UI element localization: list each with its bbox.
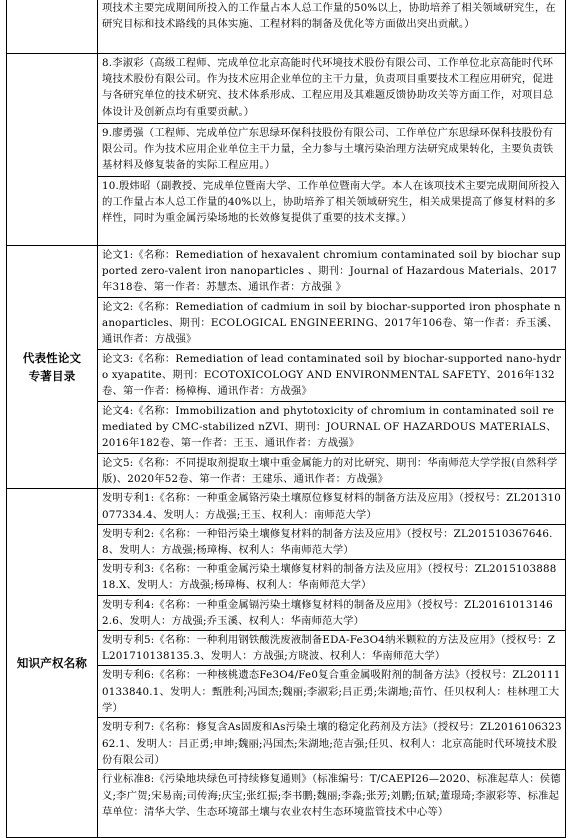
paper-entry: 论文5:《名称：不同提取剂提取土壤中重金属能力的对比研究、期刊：华南师范大学学报(自然科学版)、2020年52卷、第一作者：王建乐、通讯作者：方战强》 — [98, 454, 566, 489]
contributor-entry: 项技术主要完成期间所投入的工作量占本人总工作量的50%以上，协助培养了相关领域研究生，在研究目标和技术路线的具体实施、工程材料的制备及优化等方面做出突出贡献。） — [98, 0, 566, 54]
contributor-entry: 9.廖勇强（工程师、完成单位广东思绿环保科技股份有限公司、工作单位广东思绿环保科技股份有限公司。作为技术应用企业单位主干力量，全力参与土壤污染治理方法研究成果转化，主要负责铁基材料及修复装备的实际工程应用。） — [98, 124, 566, 177]
papers-label-line: 专著目录 — [28, 369, 76, 384]
paper-entry: 论文4:《名称：Immobilization and phytotoxicity of chromium in contaminated soil remediated by CMC-stabilized nZVI、期刊：JOURNAL OF HAZARDOUS MATERIALS、2016年182卷、第一作者：王玉、通讯作者：方战强》 — [98, 402, 566, 454]
patent-entry: 发明专利1:《名称：一种重金属铬污染土壤原位修复材料的制备方法及应用》（授权号：ZL201310077334.4、发明人：方战强;王玉、权利人：南师范大学） — [98, 489, 566, 524]
paper-entry: 论文1:《名称：Remediation of hexavalent chromium contaminated soil by biochar supported zero-valent iron nanoparticles 、期刊：Journal of Hazardous Materials、2017年318卷、第一作者：苏慧杰、通讯作者：方战强 》 — [98, 246, 566, 298]
contributor-row — [7, 54, 566, 124]
contributors-label-cell — [7, 0, 98, 54]
paper-entry: 论文3:《名称：Remediation of lead contaminated soil by biochar-supported nano-hydro xyapatite、期刊：ECOTOXICOLOGY AND ENVIRONMENTAL SAFETY、2016年132卷、第一作者：杨樟梅、通讯作者：方战强》 — [98, 350, 566, 402]
patent-entry: 发明专利3:《名称：一种重金属污染土壤修复材料的制备方法及应用》（授权号：ZL201510388818.X、发明人：方战强;杨璋梅、权利人：华南师范大学） — [98, 560, 566, 595]
achievement-table — [6, 0, 566, 838]
papers-label-line: 代表性论文 — [22, 351, 82, 366]
patent-row — [7, 489, 566, 524]
papers-section-label — [7, 246, 98, 489]
patent-entry: 发明专利4:《名称：一种重金属镉污染土壤修复材料的制备及应用》（授权号：ZL201610131462.6、发明人：方战强;乔玉溪、权利人：华南师范大学） — [98, 595, 566, 630]
contributor-row — [7, 124, 566, 177]
ip-section-label — [7, 489, 98, 838]
patent-entry: 发明专利6:《名称：一种核桃遗态Fe3O4/Fe0复合重金属吸附剂的制备方法》（授权号：ZL201110133840.1、发明人：甄胜利;冯国杰;魏丽;李淑彩;吕正勇;朱湖地;苗竹、任贝权利人：桂林理工大学） — [98, 666, 566, 718]
patent-entry: 发明专利2:《名称：一种铅污染土壤修复材料的制备方法及应用》（授权号：ZL201510367646.8、发明人：方战强;杨璋梅、权利人：华南师范大学） — [98, 524, 566, 559]
contributor-row — [7, 177, 566, 246]
ip-label-line: 知识产权名称 — [16, 656, 88, 671]
patent-entry: 行业标准8:《污染地块绿色可持续修复通则》（标准编号：T/CAEPI26—2020、标准起草人：侯德义;李广贺;宋易南;司传海;庆宝;张红振;李书鹏;魏丽;李淼;张芳;刘鹏;伍斌;董璟琦;李淑彩等、标准起草单位：清华大学、生态环境部土壤与农业农村生态环境监管技术中心等） — [98, 770, 566, 838]
contributor-row — [7, 0, 566, 54]
paper-row — [7, 246, 566, 298]
patent-entry: 发明专利7:《名称：修复含As固废和As污染土壤的稳定化药剂及方法》（授权号：ZL201610632362.1、发明人：吕正勇;申坤;魏丽;冯国杰;朱湖地;范吉强;任贝、权利人：北京高能时代环境技术股份有限公司） — [98, 718, 566, 770]
patent-entry: 发明专利5:《名称：一种利用钢铁酸洗废液制备EDA-Fe3O4纳米颗粒的方法及应用》（授权号：ZL201710138135.3、发明人：方战强;方晓波、权利人：华南师范大学） — [98, 631, 566, 666]
paper-entry: 论文2:《名称：Remediation of cadmium in soil by biochar-supported iron phosphate nanoparticles、期刊：ECOLOGICAL ENGINEERING、2017年106卷、第一作者：乔玉溪、通讯作者：方战强》 — [98, 298, 566, 350]
contributor-entry: 8.李淑彩（高级工程师、完成单位北京高能时代环境技术股份有限公司、工作单位北京高能时代环境技术股份有限公司。作为技术应用企业单位的主干力量，负责项目重要技术工程应用研究，促进与各研究单位的技术研究、技术体系形成、工程应用及其难题反馈协助攻关等方面工作，对项目总体设计及创新点均有重要贡献。） — [98, 54, 566, 124]
contributor-entry: 10.殷炜昭（副教授、完成单位暨南大学、工作单位暨南大学。本人在该项技术主要完成期间所投入的工作量占本人总工作量的40%以上，协助培养了相关领域研究生，相关成果提高了修复材料的多样性，同时为重金属污染场地的长效修复提供了重要的技术支撑。） — [98, 177, 566, 246]
